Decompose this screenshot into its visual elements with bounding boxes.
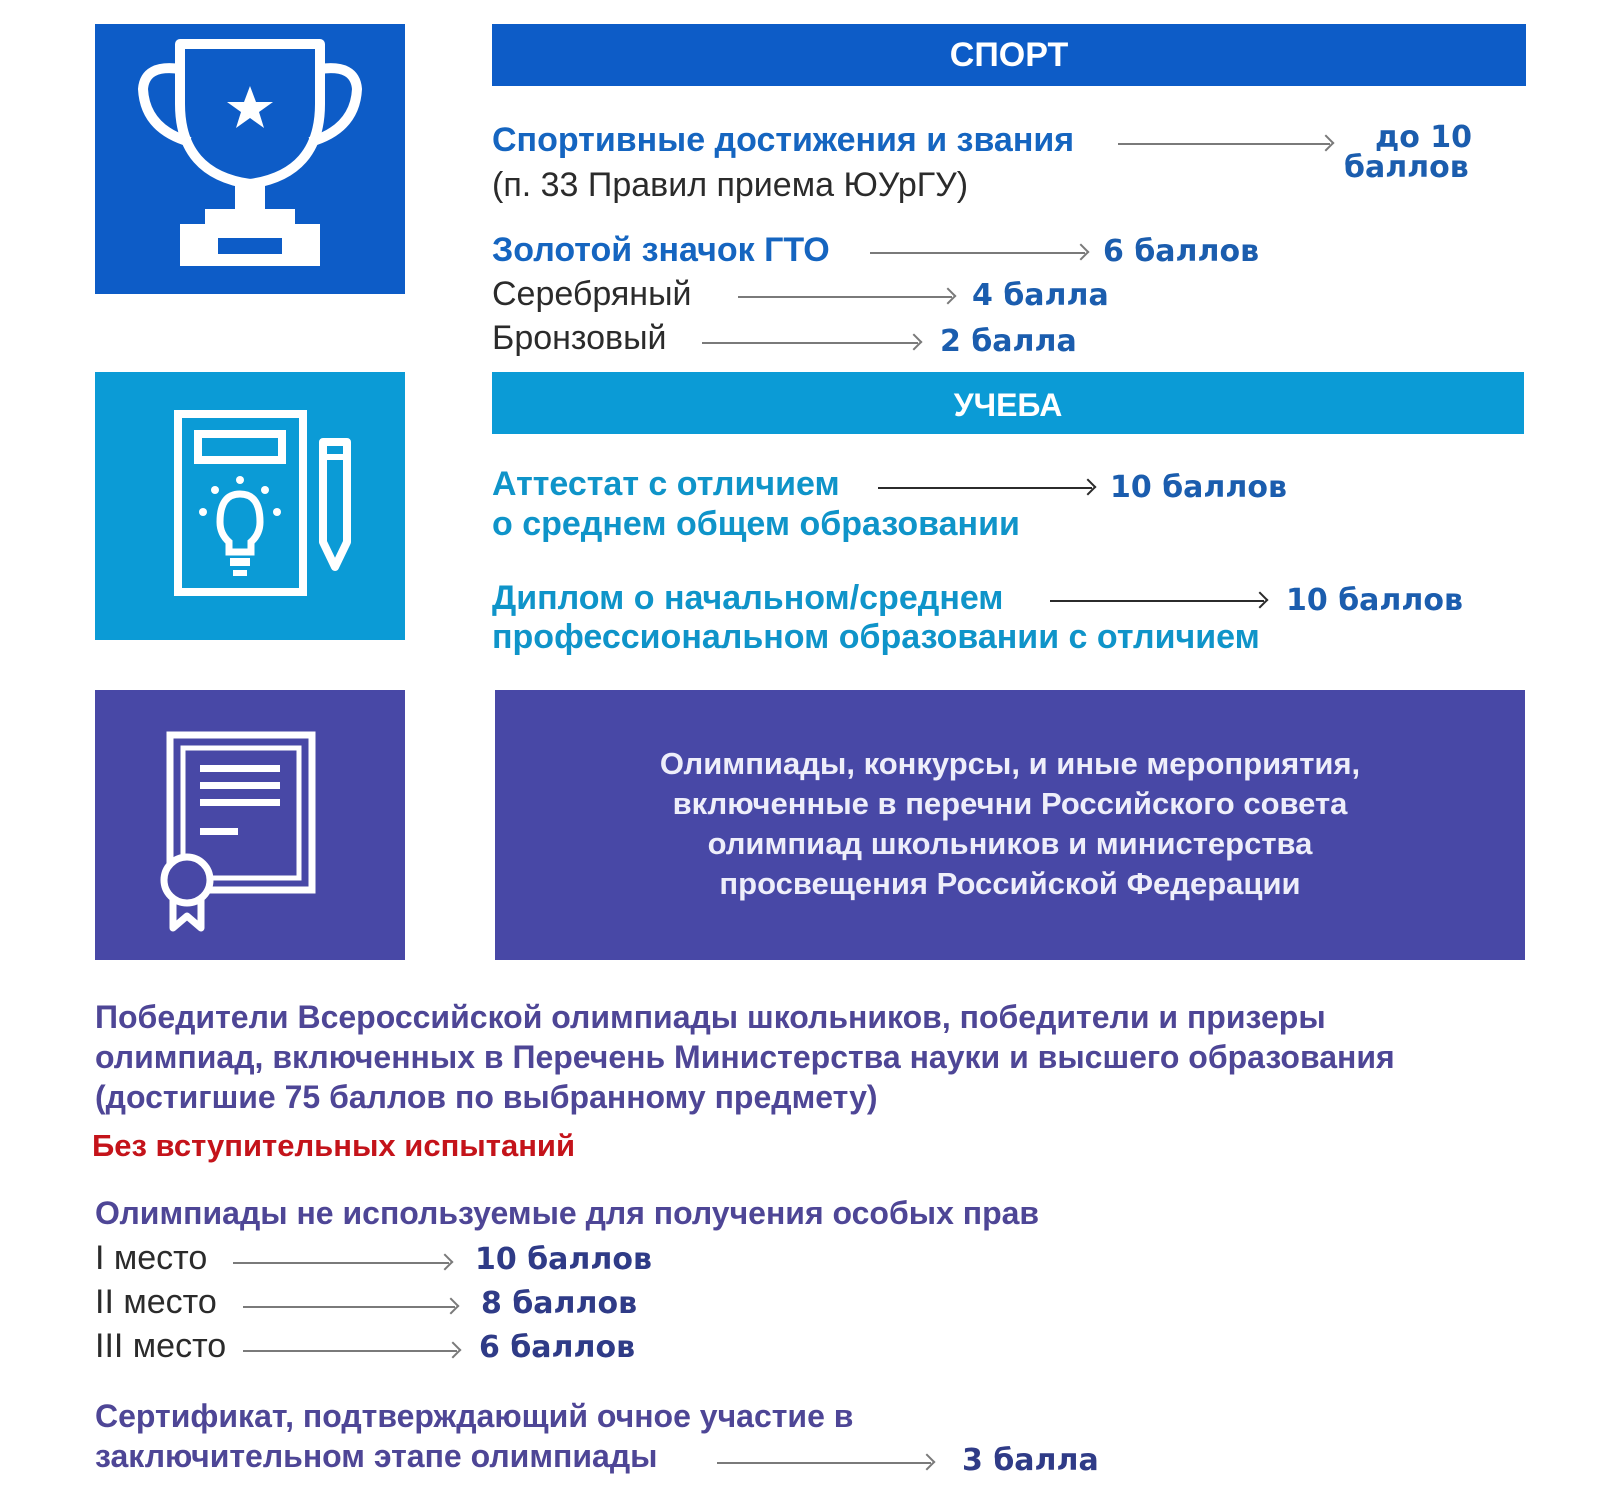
certificate-line2: о среднем общем образовании	[492, 505, 1020, 543]
certificate-line1: Аттестат с отличием	[492, 465, 840, 503]
no-exams-label: Без вступительных испытаний	[92, 1128, 576, 1163]
arrow-cert	[717, 1462, 931, 1464]
non-privileged-title: Олимпиады не используемые для получения особых прав	[95, 1195, 1040, 1231]
banner-line3: олимпиад школьников и министерства	[707, 826, 1313, 861]
cert-value: 3 балла	[962, 1443, 1099, 1478]
sport-header	[492, 24, 1526, 86]
notebook-lightbulb-icon	[95, 372, 405, 640]
winners-line2: олимпиад, включенных в Перечень Министерства науки и высшего образования	[95, 1039, 1395, 1075]
sport-achievements-note: (п. 33 Правил приема ЮУрГУ)	[492, 166, 969, 204]
sport-achievements-label: Спортивные достижения и звания	[492, 121, 1075, 159]
study-icon-box	[95, 372, 405, 640]
arrow-gto-silver	[738, 296, 952, 298]
diploma-value: 10 баллов	[1286, 583, 1463, 618]
arrow-place3	[243, 1350, 457, 1352]
certificate-icon	[95, 690, 405, 960]
olympiad-banner	[495, 690, 1525, 960]
arrow-achievements	[1118, 143, 1330, 145]
arrow-certificate	[878, 487, 1092, 489]
gto-gold-label: Золотой значок ГТО	[492, 231, 830, 269]
study-header	[492, 372, 1524, 434]
arrow-gto-gold	[870, 252, 1085, 254]
winners-line3: (достигшие 75 баллов по выбранному предмету)	[95, 1079, 878, 1115]
study-header-text: УЧЕБА	[953, 387, 1063, 423]
place2-label: II место	[95, 1283, 217, 1321]
gto-bronze-label: Бронзовый	[492, 319, 667, 357]
place2-value: 8 баллов	[481, 1286, 638, 1321]
arrow-place1	[233, 1262, 449, 1264]
banner-line1: Олимпиады, конкурсы, и иные мероприятия,	[659, 746, 1361, 781]
banner-line4: просвещения Российской Федерации	[719, 866, 1301, 901]
achievements-value-2: баллов	[1344, 150, 1469, 185]
winners-line1: Победители Всероссийской олимпиады школьников, победители и призеры	[95, 999, 1326, 1035]
gto-silver-value: 4 балла	[972, 278, 1109, 313]
place1-label: I место	[95, 1239, 208, 1277]
arrow-diploma	[1050, 600, 1264, 602]
diploma-line2: профессиональном образовании с отличием	[492, 618, 1260, 656]
sport-icon-box	[95, 24, 405, 294]
cert-line1: Сертификат, подтверждающий очное участие в	[95, 1398, 854, 1434]
trophy-icon	[95, 24, 405, 294]
arrow-gto-bronze	[702, 342, 918, 344]
gto-bronze-value: 2 балла	[940, 324, 1077, 359]
gto-gold-value: 6 баллов	[1103, 234, 1260, 269]
cert-line2: заключительном этапе олимпиады	[95, 1438, 658, 1474]
place3-value: 6 баллов	[479, 1330, 636, 1365]
diploma-line1: Диплом о начальном/среднем	[492, 579, 1004, 617]
olympiad-icon-box	[95, 690, 405, 960]
gto-silver-label: Серебряный	[492, 275, 692, 313]
certificate-value: 10 баллов	[1110, 470, 1287, 505]
banner-line2: включенные в перечни Российского совета	[672, 786, 1348, 821]
arrow-place2	[243, 1306, 455, 1308]
place3-label: III место	[95, 1327, 227, 1365]
place1-value: 10 баллов	[475, 1242, 652, 1277]
achievements-value-1: до 10	[1375, 120, 1473, 155]
sport-header-text: СПОРТ	[949, 36, 1069, 74]
